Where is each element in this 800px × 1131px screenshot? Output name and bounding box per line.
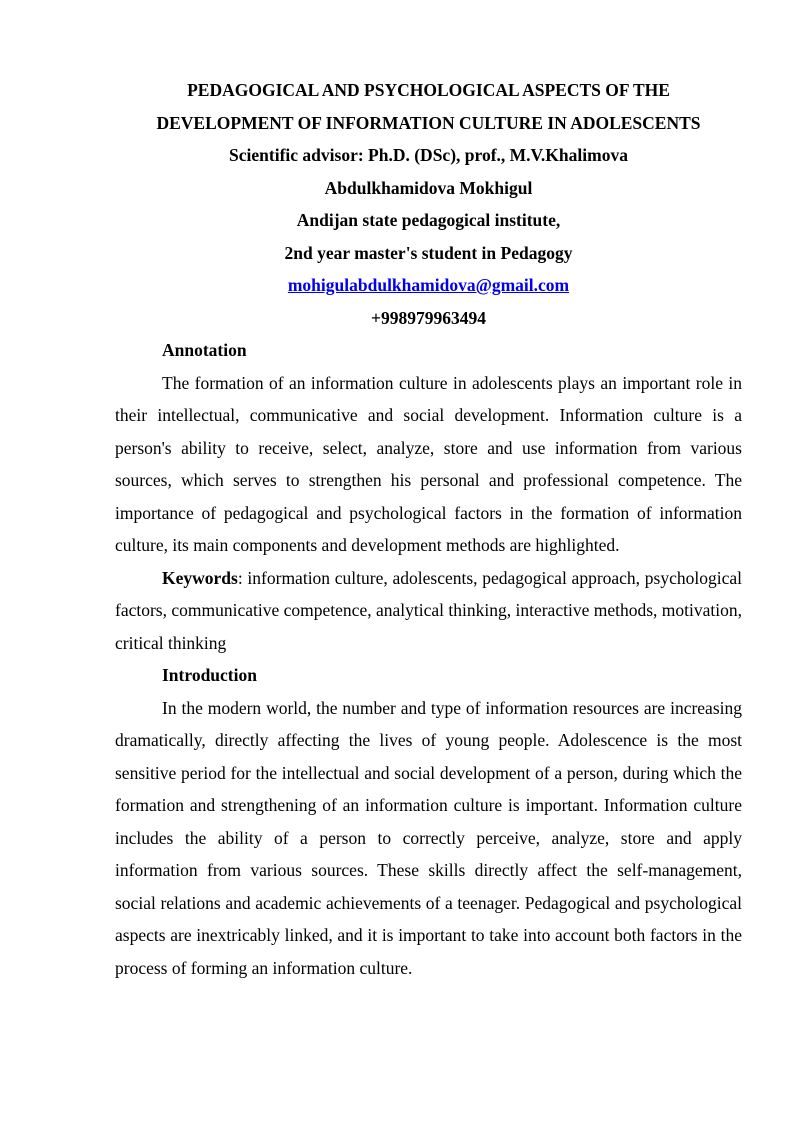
- paper-title-line-1: PEDAGOGICAL AND PSYCHOLOGICAL ASPECTS OF THE: [187, 80, 670, 100]
- introduction-text: In the modern world, the number and type of information resources are increasing dramatically, directly affecting the lives of young people. Adolescence is the most sensitive period for the intellectual and social development of a person, during which the formation and strengthening of an information culture is important. Information culture includes the ability of a person to correctly perceive, analyze, store and apply information from various sources. These skills directly affect the self-management, social relations and academic achievements of a teenager. Pedagogical and psychological aspects are inextricably linked, and it is important to take into account both factors in the process of forming an information culture.: [115, 697, 742, 978]
- paper-page: [115, 74, 742, 984]
- author-name: Abdulkhamidova Mokhigul: [324, 177, 533, 198]
- introduction-heading: Introduction: [162, 665, 257, 685]
- paper-title-line-2: DEVELOPMENT OF INFORMATION CULTURE IN ADOLESCENTS: [156, 112, 701, 133]
- keywords-label: Keywords: [162, 567, 238, 588]
- annotation-heading: Annotation: [162, 340, 247, 360]
- author-email-link[interactable]: mohigulabdulkhamidova@gmail.com: [287, 275, 570, 295]
- author-email-line: [115, 269, 742, 302]
- scientific-advisor: Scientific advisor: Ph.D. (DSc), prof., M.V.Khalimova: [229, 145, 628, 165]
- author-phone: +998979963494: [371, 307, 486, 328]
- keywords-paragraph: [115, 562, 742, 660]
- author-institution: Andijan state pedagogical institute,: [296, 210, 561, 230]
- author-position: 2nd year master's student in Pedagogy: [284, 242, 573, 263]
- annotation-text: The formation of an information culture in adolescents plays an important role in their intellectual, communicative and social development. Information culture is a person's ability to receive, select, analyze, store and use information from various sources, which serves to strengthen his personal and professional competence. The importance of pedagogical and psychological factors in the formation of information culture, its main components and development methods are highlighted.: [115, 372, 742, 555]
- keywords-text: : information culture, adolescents, pedagogical approach, psychological factors, communicative competence, analytical thinking, interactive methods, motivation, critical thinking: [115, 567, 742, 653]
